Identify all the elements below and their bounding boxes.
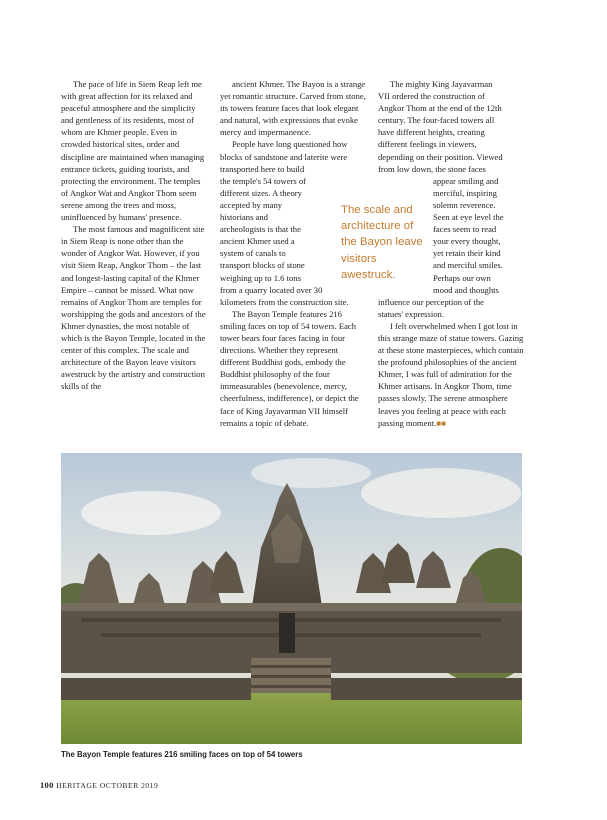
end-mark-icon: ■■: [436, 418, 446, 428]
bayon-temple-photo: [61, 453, 522, 744]
paragraph-wrapped: [378, 78, 524, 320]
text-line: system of canals to: [220, 248, 286, 259]
text-line: your every thought,: [433, 236, 501, 247]
text-line: weighing up to 1.6 tons: [220, 272, 301, 283]
text-line: solemn reverence.: [433, 199, 496, 210]
page-number: 100: [40, 780, 54, 790]
text-line: historians and: [220, 212, 268, 223]
text-line: accepted by many: [220, 199, 283, 210]
text-line: appear smiling and: [433, 175, 499, 186]
text-line: Perhaps our own: [433, 272, 491, 283]
paragraph: I felt overwhelmed when I got lost in this strange maze of statue towers. Gazing at these stone masterpieces, which contain the profound philosophies of the ancient Khmer, I was full of admiration for the Khmer artisans. In Angkor Thom, time passes slowly. The serene atmosphere leaves you feeling at peace with each passing moment.■■: [378, 320, 524, 428]
text-line: faces seem to read: [433, 224, 497, 235]
text-line: influence our perception of the: [378, 296, 484, 307]
paragraph: The pace of life in Siem Reap left me with great affection for its relaxed and peaceful atmosphere and the simplicity and gentleness of its residents, most of whom are Khmer people. Even in crowded historical sites, order and discipline are maintained when managing entrance tickets, guiding tourists, and protecting the environment. The temples of Angkor Wat and Angkor Thom seem serene among the trees and moss, uninfluenced by humans' presence.: [61, 79, 205, 223]
paragraph: The most famous and magnificent site in Siem Reap is none other than the wonder of Angkor Wat. However, if you visit Siem Reap, Angkor Thom – the last and longest-lasting capital of the Khmer Empire – cannot be missed. What now remains of Angkor Thom are temples for worshipping the gods and ancestors of the Khmer dynasties, the most notable of which is the Bayon Temple, located in the center of this complex. The scale and architecture of the Bayon leave visitors awestruck by the artistry and construction skills of the: [61, 224, 206, 392]
text-line: Angkor Thom at the end of the 12th: [378, 103, 502, 114]
text-line: and merciful smiles.: [433, 260, 503, 271]
text-column-1: [61, 78, 207, 392]
issue-date: OCTOBER 2019: [99, 781, 159, 790]
text-line: depending on their position. Viewed: [378, 151, 503, 162]
text-line: yet retain their kind: [433, 248, 501, 259]
text-line: from a quarry located over 30: [220, 284, 323, 295]
page-footer: [40, 780, 158, 790]
text-line: ancient Khmer used a: [220, 236, 295, 247]
text-line: blocks of sandstone and laterite were: [220, 151, 348, 162]
magazine-name: HERITAGE: [56, 781, 98, 790]
text-line: the temple's 54 towers of: [220, 175, 307, 186]
text-line: transport blocks of stone: [220, 260, 305, 271]
text-line: archeologists is that the: [220, 224, 301, 235]
text-line: VII ordered the construction of: [378, 91, 485, 102]
text-line: transported here to build: [220, 163, 305, 174]
pull-quote: The scale and architecture of the Bayon leave visitors awestruck.: [341, 204, 423, 281]
paragraph: ancient Khmer. The Bayon is a strange yet romantic structure. Carved from stone, its towers feature faces that look elegant and natural, with expressions that evoke mercy and impermanence.: [220, 79, 366, 138]
text-line: kilometers from the construction site.: [220, 296, 349, 307]
text-line: mood and thoughts: [433, 284, 499, 295]
text-line: Seen at eye level the: [433, 212, 504, 223]
text-line: different feelings in viewers,: [378, 139, 477, 150]
text-line: have different heights, creating: [378, 127, 485, 138]
photo-caption: The Bayon Temple features 216 smiling faces on top of 54 towers: [61, 750, 303, 759]
text-line: statues' expression.: [378, 308, 444, 319]
text-line: different sizes. A theory: [220, 187, 302, 198]
text-line: The mighty King Jayavarman: [390, 79, 493, 89]
text-line: merciful, inspiring: [433, 187, 497, 198]
paragraph: The Bayon Temple features 216 smiling faces on top of 54 towers. Each tower bears four faces facing in four directions. Whether they represent different Buddhist gods, embody the Buddhist philosophy of the four immeasurables (benevolence, mercy, cheerfulness, indifference), or depict the face of King Jayavarman VII himself remains a topic of debate.: [220, 308, 359, 428]
text-line: century. The four-faced towers all: [378, 115, 495, 126]
text-line: from low down, the stone faces: [378, 163, 486, 174]
text-column-3: [378, 78, 524, 430]
text-line: People have long questioned how: [232, 139, 348, 150]
